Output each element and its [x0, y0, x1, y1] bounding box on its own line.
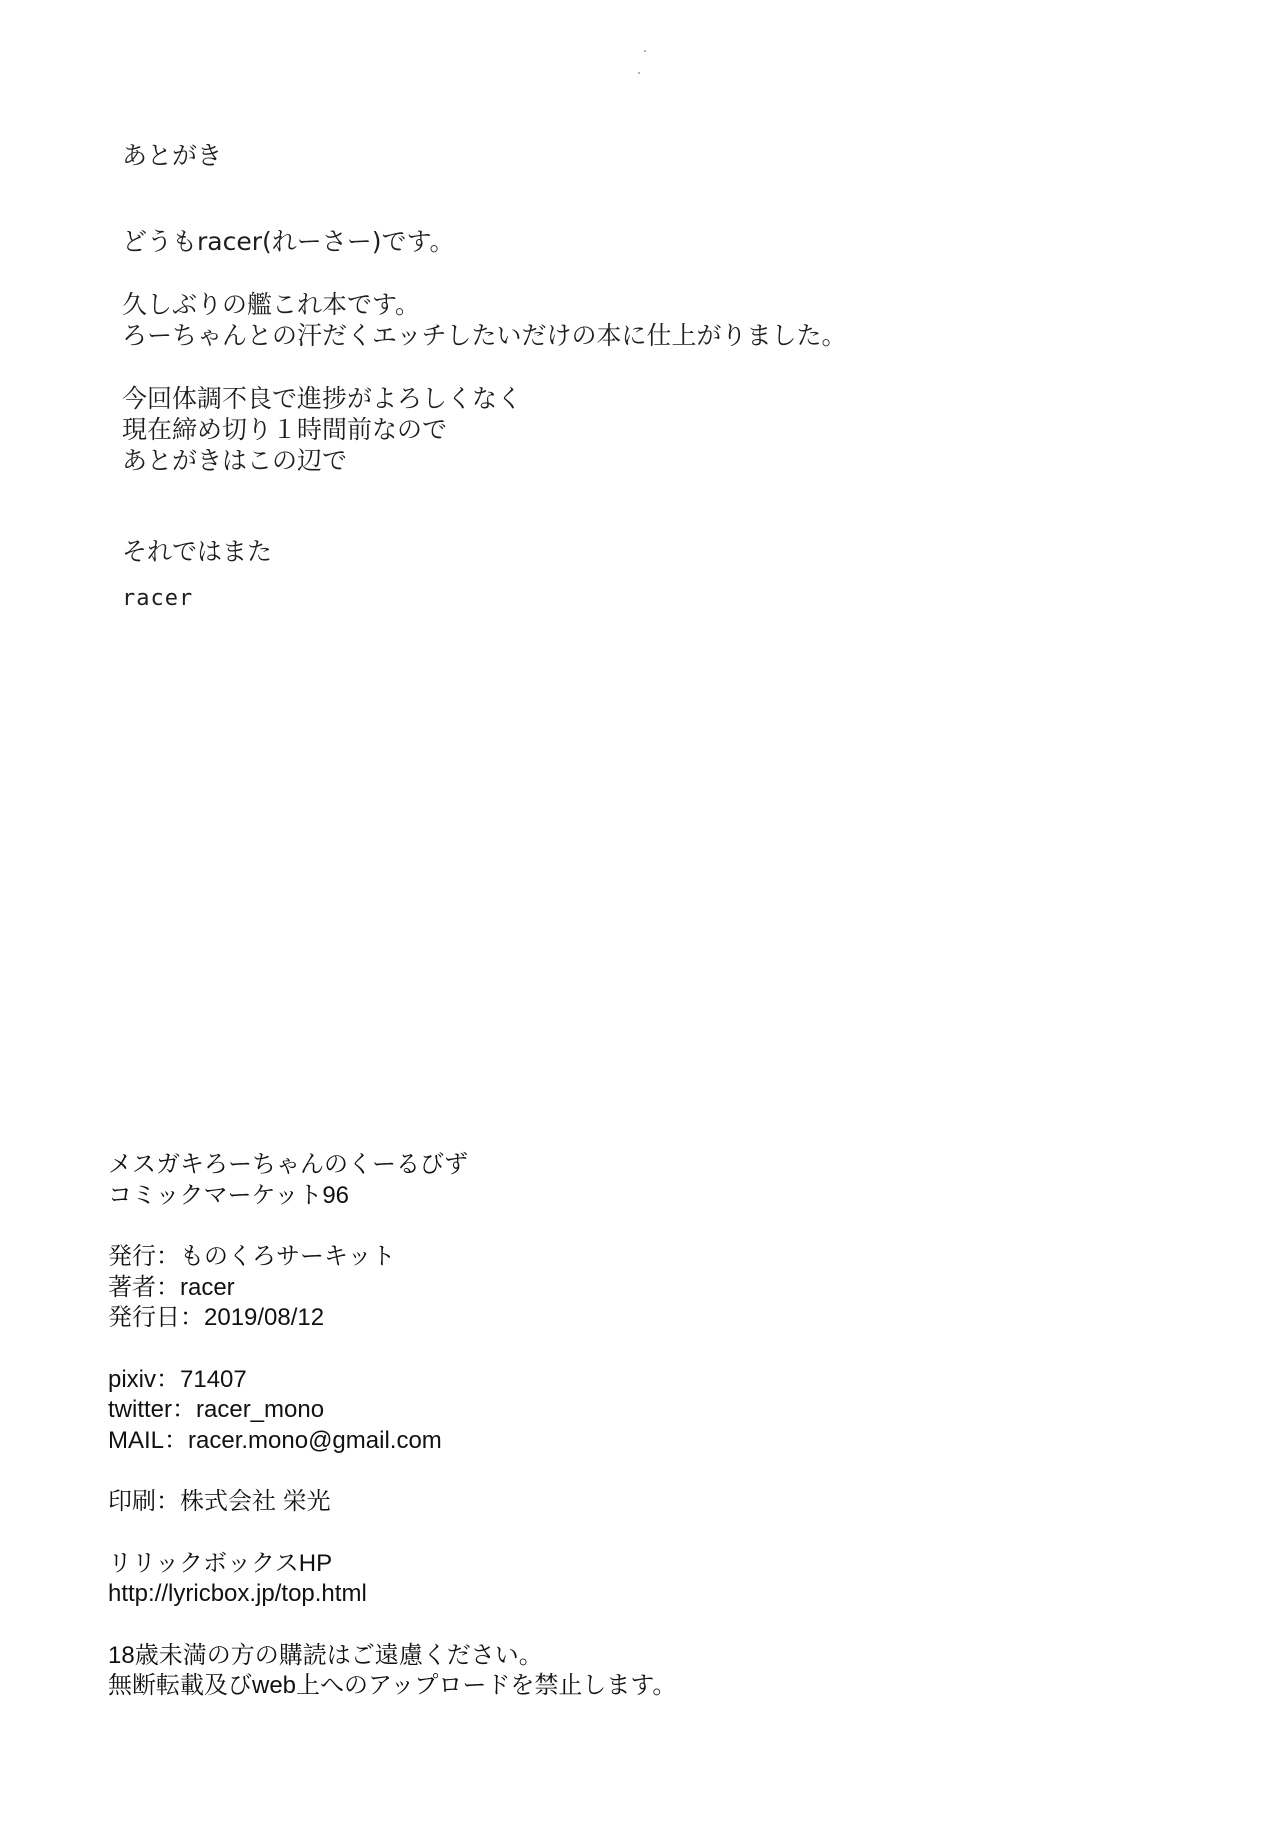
afterword-closing: それではまた: [122, 537, 273, 566]
mail-address: MAIL：racer.mono@gmail.com: [108, 1426, 442, 1454]
age-notice: 18歳未満の方の購読はご遠慮ください。: [108, 1641, 543, 1669]
afterword-greeting: どうもracer(れーさー)です。: [122, 227, 455, 256]
book-title: メスガキろーちゃんのくーるびず: [108, 1151, 468, 1178]
copyright-notice: 無断転載及びweb上へのアップロードを禁止します。: [108, 1672, 677, 1699]
colophon-notice-group: [108, 1641, 1108, 1702]
colophon-title-group: [108, 1150, 1108, 1211]
afterword-line: 今回体調不良で進捗がよろしくなく: [122, 384, 523, 413]
afterword-line: 現在締め切り１時間前なので: [122, 415, 448, 444]
publication-date: 発行日：2019/08/12: [108, 1304, 325, 1331]
afterword-paragraph: [122, 289, 1122, 351]
colophon-printer-hp-group: [108, 1549, 1108, 1610]
scan-speck: [638, 72, 640, 74]
printer: 印刷：株式会社 栄光: [108, 1488, 331, 1515]
twitter-handle: twitter：racer_mono: [108, 1396, 325, 1423]
colophon-publication-group: [108, 1242, 1108, 1334]
afterword-title: あとがき: [122, 141, 223, 170]
event-name: コミックマーケット96: [108, 1181, 350, 1209]
afterword-line: 久しぶりの艦これ本です。: [122, 290, 421, 319]
scan-speck: [644, 50, 646, 52]
publisher: 発行：ものくろサーキット: [108, 1243, 396, 1270]
colophon-section: [108, 1150, 1108, 1702]
afterword-signature: racer: [122, 586, 194, 611]
afterword-line: ろーちゃんとの汗だくエッチしたいだけの本に仕上がりました。: [122, 321, 847, 350]
afterword-paragraph: [122, 383, 1122, 476]
colophon-contact-group: [108, 1365, 1108, 1457]
author: 著者：racer: [108, 1273, 235, 1301]
afterword-line: あとがきはこの辺で: [122, 446, 348, 475]
colophon-printer-group: [108, 1487, 1108, 1518]
pixiv-id: pixiv：71407: [108, 1365, 247, 1393]
printer-hp-url: http://lyricbox.jp/top.html: [108, 1580, 367, 1607]
printer-hp-label: リリックボックスHP: [108, 1549, 333, 1577]
afterword-section: [122, 140, 1122, 614]
